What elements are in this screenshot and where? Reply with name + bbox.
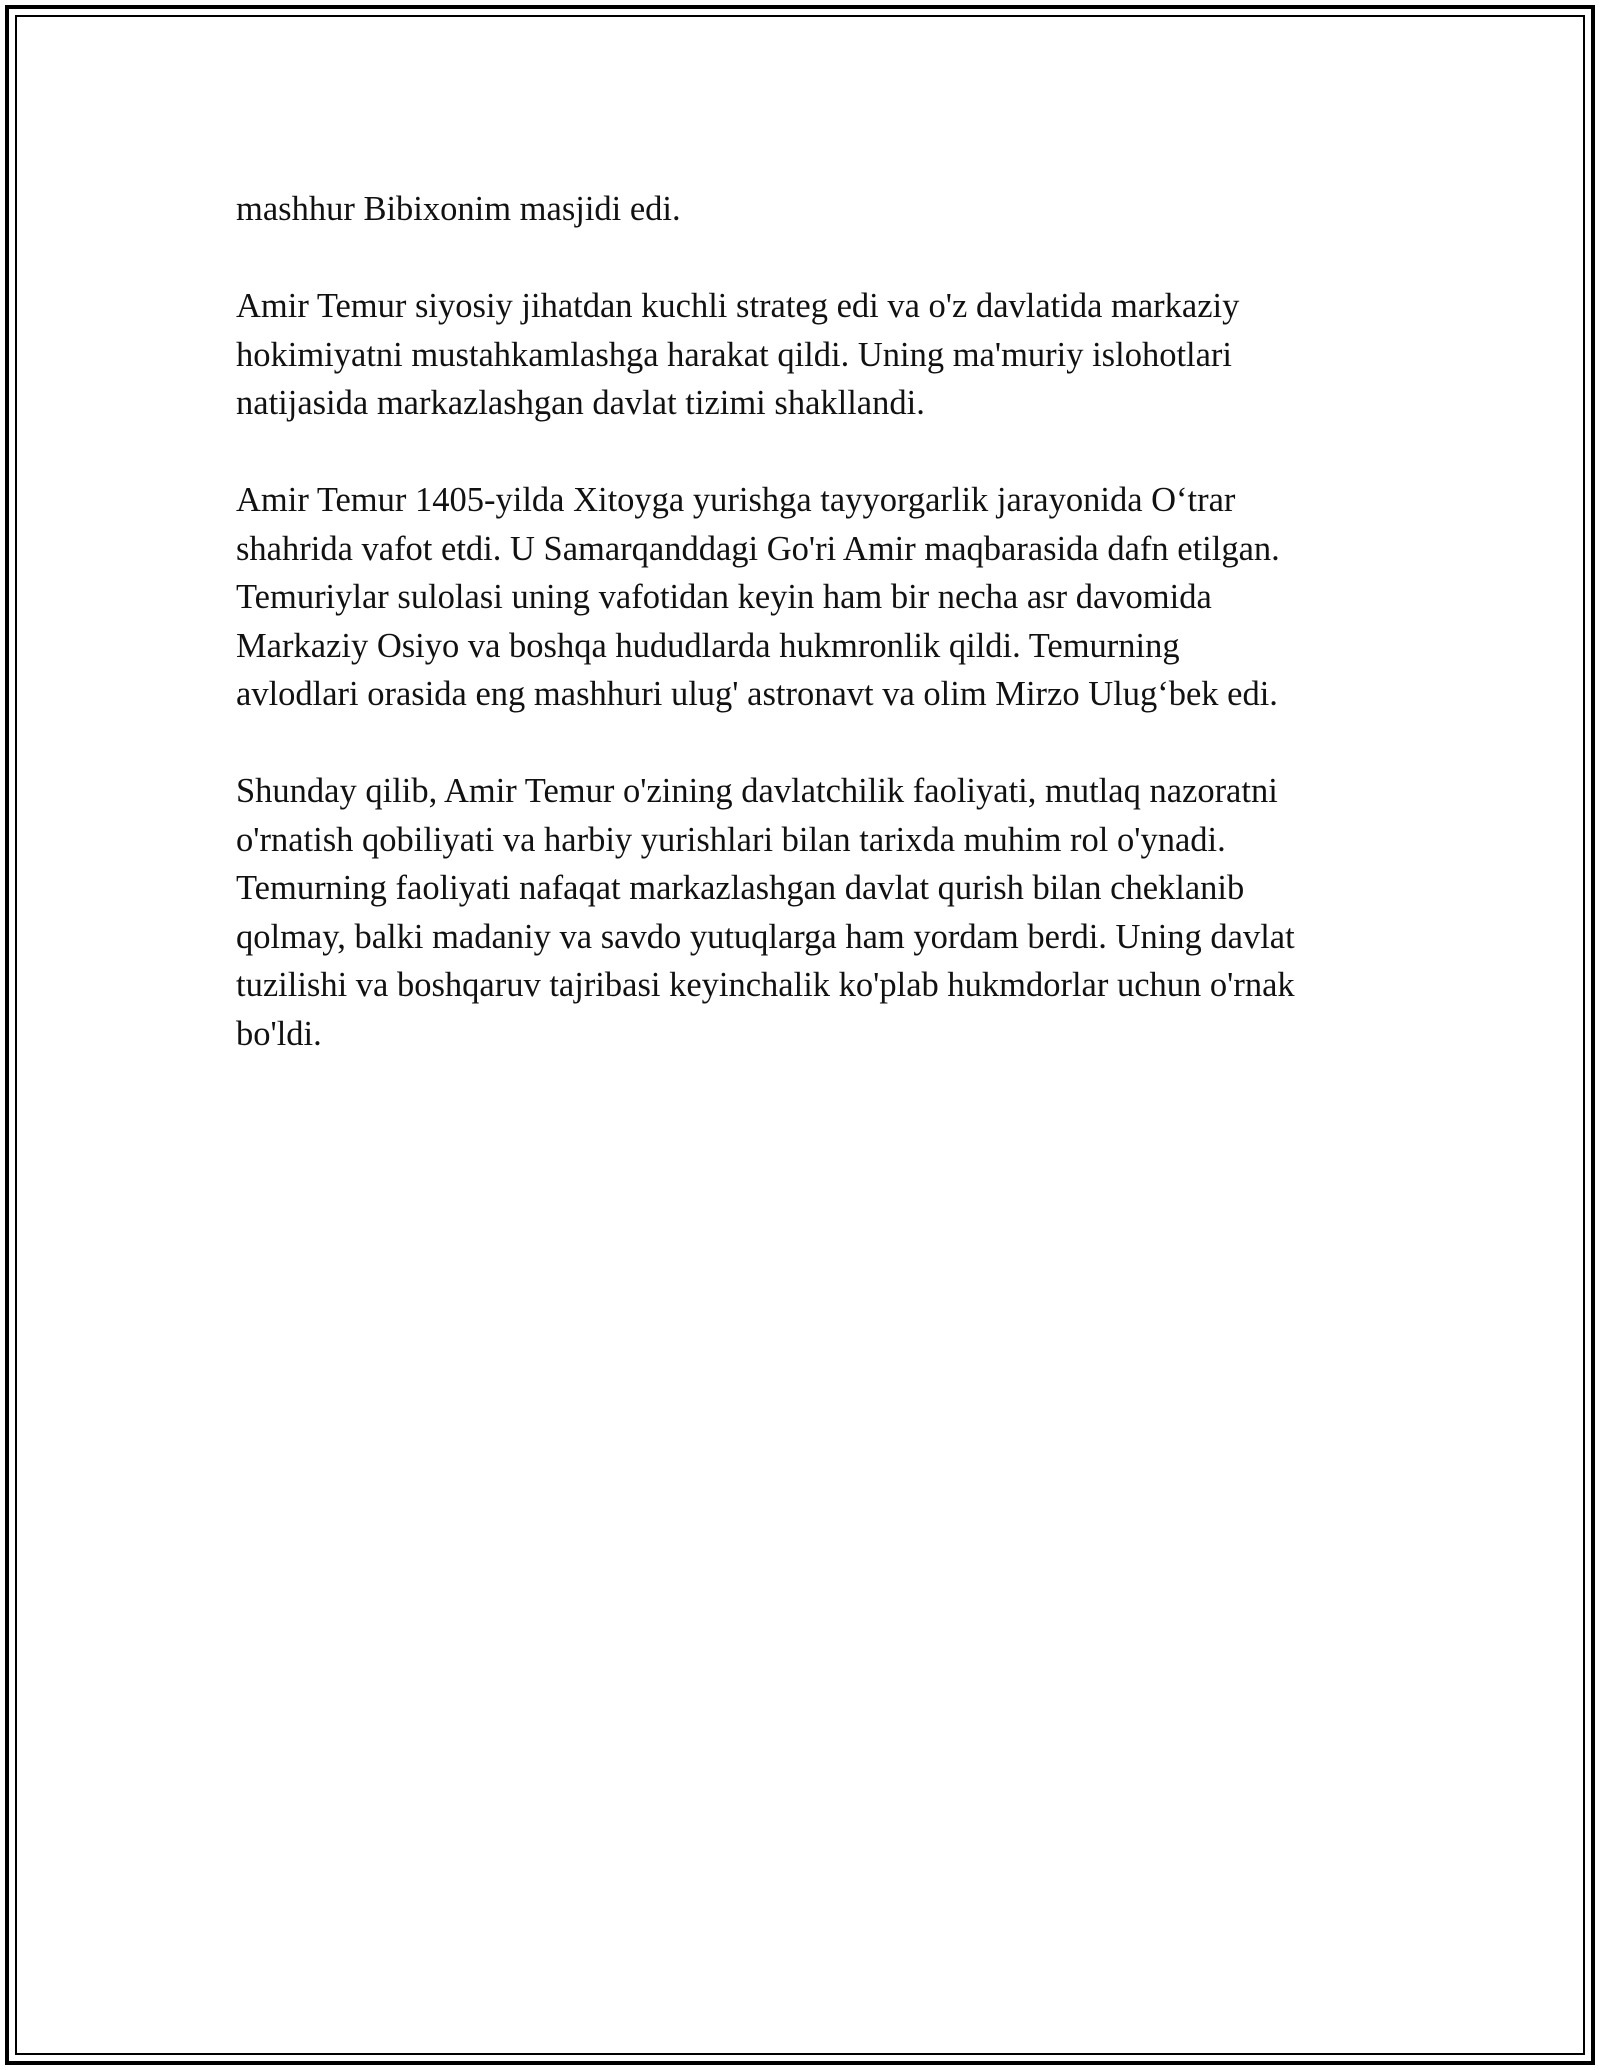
paragraph-2: Amir Temur siyosiy jihatdan kuchli strateg edi va o'z davlatida markaziy hokimiyatni mustahkamlashga harakat qildi. Uning ma'muriy islohotlari natijasida markazlashgan davlat tizimi shakllandi. [236, 287, 1240, 422]
paragraph-3: Amir Temur 1405-yilda Xitoyga yurishga tayyorgarlik jarayonida O‘trar shahrida vafot etdi. U Samarqanddagi Go'ri Amir maqbarasida dafn etilgan. Temuriylar sulolasi uning vafotidan keyin ham bir necha asr davomida Markaziy Osiyo va boshqa hududlarda hukmronlik qildi. Temurning avlodlari orasida eng mashhuri ulug' astronavt va olim Mirzo Ulug‘bek edi. [236, 481, 1280, 713]
document-body [236, 185, 1386, 1107]
paragraph-4: Shunday qilib, Amir Temur o'zining davlatchilik faoliyati, mutlaq nazoratni o'rnatish qobiliyati va harbiy yurishlari bilan tarixda muhim rol o'ynadi. Temurning faoliyati nafaqat markazlashgan davlat qurish bilan cheklanib qolmay, balki madaniy va savdo yutuqlarga ham yordam berdi. Uning davlat tuzilishi va boshqaruv tajribasi keyinchalik ko'plab hukmdorlar uchun o'rnak bo'ldi. [236, 772, 1295, 1053]
paragraph-1: mashhur Bibixonim masjidi edi. [236, 190, 681, 228]
